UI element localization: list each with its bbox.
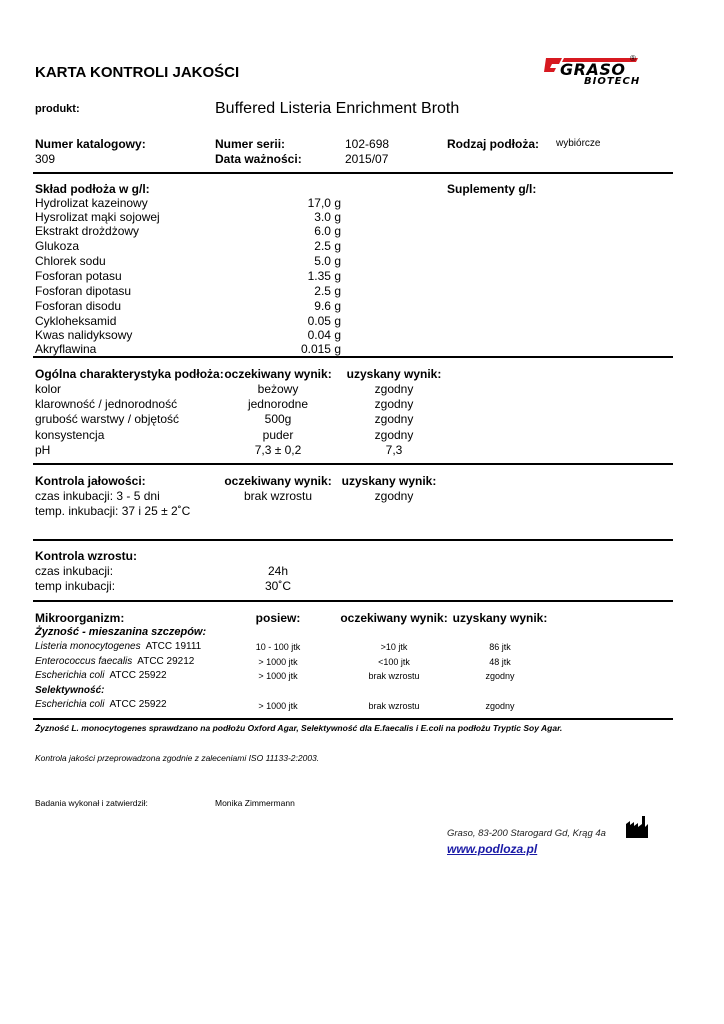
expiry-label: Data ważności: bbox=[215, 152, 302, 166]
micro-inoc: 10 - 100 jtk bbox=[255, 642, 301, 652]
company-address: Graso, 83-200 Starogard Gd, Krąg 4a bbox=[447, 828, 606, 839]
footnote-productivity: Żyzność L. monocytogenes sprawdzano na podłożu Oxford Agar, Selektywność dla E.faecalis i E.coli na podłożu Tryptic Soy Agar. bbox=[35, 723, 563, 733]
ingredient-name: Fosforan dipotasu bbox=[35, 284, 132, 298]
micro-expected: >10 jtk bbox=[380, 642, 408, 652]
param-obtained: 7,3 bbox=[385, 443, 403, 457]
factory-icon bbox=[625, 815, 649, 839]
selectivity-header: Selektywność: bbox=[35, 685, 105, 696]
registered-mark: ® bbox=[630, 54, 636, 63]
divider bbox=[33, 356, 673, 358]
sterility-temp: temp. inkubacji: 37 i 25 ± 2˚C bbox=[35, 504, 191, 518]
ingredient-amount: 17,0 g bbox=[307, 196, 341, 210]
param-name: pH bbox=[35, 443, 51, 457]
general-expected-header: oczekiwany wynik: bbox=[224, 367, 332, 381]
ingredient-name: Hydrolizat kazeinowy bbox=[35, 196, 148, 210]
divider bbox=[33, 539, 673, 541]
graso-logo bbox=[542, 52, 642, 92]
micro-row bbox=[35, 699, 167, 710]
species-name: Escherichia coli bbox=[35, 670, 105, 681]
ingredient-name: Glukoza bbox=[35, 239, 80, 253]
composition-header: Skład podłoża w g/l: bbox=[35, 182, 150, 196]
product-label: produkt: bbox=[35, 103, 80, 115]
micro-expected: brak wzrostu bbox=[368, 671, 420, 681]
param-expected: puder bbox=[262, 428, 294, 442]
param-name: konsystencja bbox=[35, 428, 105, 442]
supplements-header: Suplementy g/l: bbox=[447, 182, 537, 196]
sterility-header: Kontrola jałowości: bbox=[35, 474, 146, 488]
micro-row bbox=[35, 670, 167, 681]
species-name: Enterococcus faecalis bbox=[35, 656, 133, 667]
micro-expected-header: oczekiwany wynik: bbox=[340, 611, 448, 625]
divider bbox=[33, 172, 673, 174]
micro-row bbox=[35, 641, 201, 652]
sterility-obtained-header: uzyskany wynik: bbox=[341, 474, 437, 488]
param-expected: jednorodne bbox=[247, 397, 309, 411]
catalog-value: 309 bbox=[35, 152, 56, 166]
ingredient-amount: 3.0 g bbox=[314, 210, 341, 224]
micro-obtained: zgodny bbox=[485, 701, 515, 711]
series-value: 102-698 bbox=[345, 137, 390, 151]
param-expected: 7,3 ± 0,2 bbox=[254, 443, 302, 457]
strain-code: ATCC 19111 bbox=[145, 641, 202, 652]
micro-obtained: 86 jtk bbox=[489, 642, 511, 652]
productivity-header: Żyzność - mieszanina szczepów: bbox=[35, 626, 207, 638]
medium-type-label: Rodzaj podłoża: bbox=[447, 137, 539, 151]
signoff-name: Monika Zimmermann bbox=[215, 798, 295, 808]
micro-inoc-header: posiew: bbox=[255, 611, 301, 625]
ingredient-amount: 9.6 g bbox=[314, 299, 341, 313]
param-name: grubość warstwy / objętość bbox=[35, 412, 180, 426]
ingredient-name: Akryflawina bbox=[35, 342, 97, 356]
ingredient-name: Cykloheksamid bbox=[35, 314, 117, 328]
ingredient-name: Fosforan disodu bbox=[35, 299, 122, 313]
strain-code: ATCC 25922 bbox=[109, 699, 167, 710]
strain-code: ATCC 25922 bbox=[109, 670, 167, 681]
general-obtained-header: uzyskany wynik: bbox=[346, 367, 442, 381]
micro-row bbox=[35, 656, 194, 667]
ingredient-amount: 0.05 g bbox=[307, 314, 341, 328]
ingredient-name: Ekstrakt drożdżowy bbox=[35, 224, 140, 238]
growth-time-label: czas inkubacji: bbox=[35, 564, 114, 578]
ingredient-amount: 1.35 g bbox=[307, 269, 341, 283]
website-link[interactable]: www.podloza.pl bbox=[447, 842, 538, 856]
sterility-obtained: zgodny bbox=[374, 489, 414, 503]
sterility-expected-header: oczekiwany wynik: bbox=[224, 474, 332, 488]
param-expected: beżowy bbox=[257, 382, 299, 396]
ingredient-amount: 2.5 g bbox=[314, 284, 341, 298]
param-obtained: zgodny bbox=[374, 412, 414, 426]
param-obtained: zgodny bbox=[374, 382, 414, 396]
medium-type-value: wybiórcze bbox=[556, 138, 601, 149]
general-header: Ogólna charakterystyka podłoża: bbox=[35, 367, 224, 381]
species-name: Escherichia coli bbox=[35, 699, 105, 710]
divider bbox=[33, 600, 673, 602]
ingredient-amount: 5.0 g bbox=[314, 254, 341, 268]
sterility-time: czas inkubacji: 3 - 5 dni bbox=[35, 489, 160, 503]
ingredient-amount: 0.015 g bbox=[300, 342, 341, 356]
product-name: Buffered Listeria Enrichment Broth bbox=[215, 100, 460, 117]
ingredient-name: Chlorek sodu bbox=[35, 254, 106, 268]
footnote-iso: Kontrola jakości przeprowadzona zgodnie z zaleceniami ISO 11133-2:2003. bbox=[35, 753, 320, 763]
param-obtained: zgodny bbox=[374, 397, 414, 411]
ingredient-name: Kwas nalidyksowy bbox=[35, 328, 133, 342]
catalog-label: Numer katalogowy: bbox=[35, 137, 146, 151]
growth-temp-label: temp inkubacji: bbox=[35, 579, 116, 593]
micro-obtained-header: uzyskany wynik: bbox=[452, 611, 548, 625]
growth-temp-value: 30˚C bbox=[264, 579, 292, 593]
growth-header: Kontrola wzrostu: bbox=[35, 549, 137, 563]
param-name: klarowność / jednorodność bbox=[35, 397, 178, 411]
logo-sub-text: BIOTECH bbox=[584, 76, 641, 87]
divider bbox=[33, 463, 673, 465]
micro-header: Mikroorganizm: bbox=[35, 611, 125, 625]
logo-brand-text: GRASO bbox=[560, 60, 626, 79]
param-obtained: zgodny bbox=[374, 428, 414, 442]
micro-expected: <100 jtk bbox=[378, 657, 410, 667]
species-name: Listeria monocytogenes bbox=[35, 641, 141, 652]
micro-inoc: > 1000 jtk bbox=[258, 671, 298, 681]
page-title: KARTA KONTROLI JAKOŚCI bbox=[35, 64, 240, 81]
expiry-value: 2015/07 bbox=[345, 152, 389, 166]
growth-time-value: 24h bbox=[267, 564, 289, 578]
param-name: kolor bbox=[35, 382, 62, 396]
sterility-expected: brak wzrostu bbox=[243, 489, 313, 503]
micro-inoc: > 1000 jtk bbox=[258, 701, 298, 711]
series-label: Numer serii: bbox=[215, 137, 286, 151]
ingredient-name: Hysrolizat mąki sojowej bbox=[35, 210, 160, 224]
micro-obtained: zgodny bbox=[485, 671, 515, 681]
micro-obtained: 48 jtk bbox=[489, 657, 511, 667]
ingredient-amount: 2.5 g bbox=[314, 239, 341, 253]
divider bbox=[33, 718, 673, 720]
micro-expected: brak wzrostu bbox=[368, 701, 420, 711]
ingredient-amount: 0.04 g bbox=[307, 328, 341, 342]
param-expected: 500g bbox=[264, 412, 292, 426]
signoff-label: Badania wykonał i zatwierdził: bbox=[35, 798, 148, 808]
strain-code: ATCC 29212 bbox=[137, 656, 195, 667]
micro-inoc: > 1000 jtk bbox=[258, 657, 298, 667]
ingredient-name: Fosforan potasu bbox=[35, 269, 122, 283]
ingredient-amount: 6.0 g bbox=[314, 224, 341, 238]
